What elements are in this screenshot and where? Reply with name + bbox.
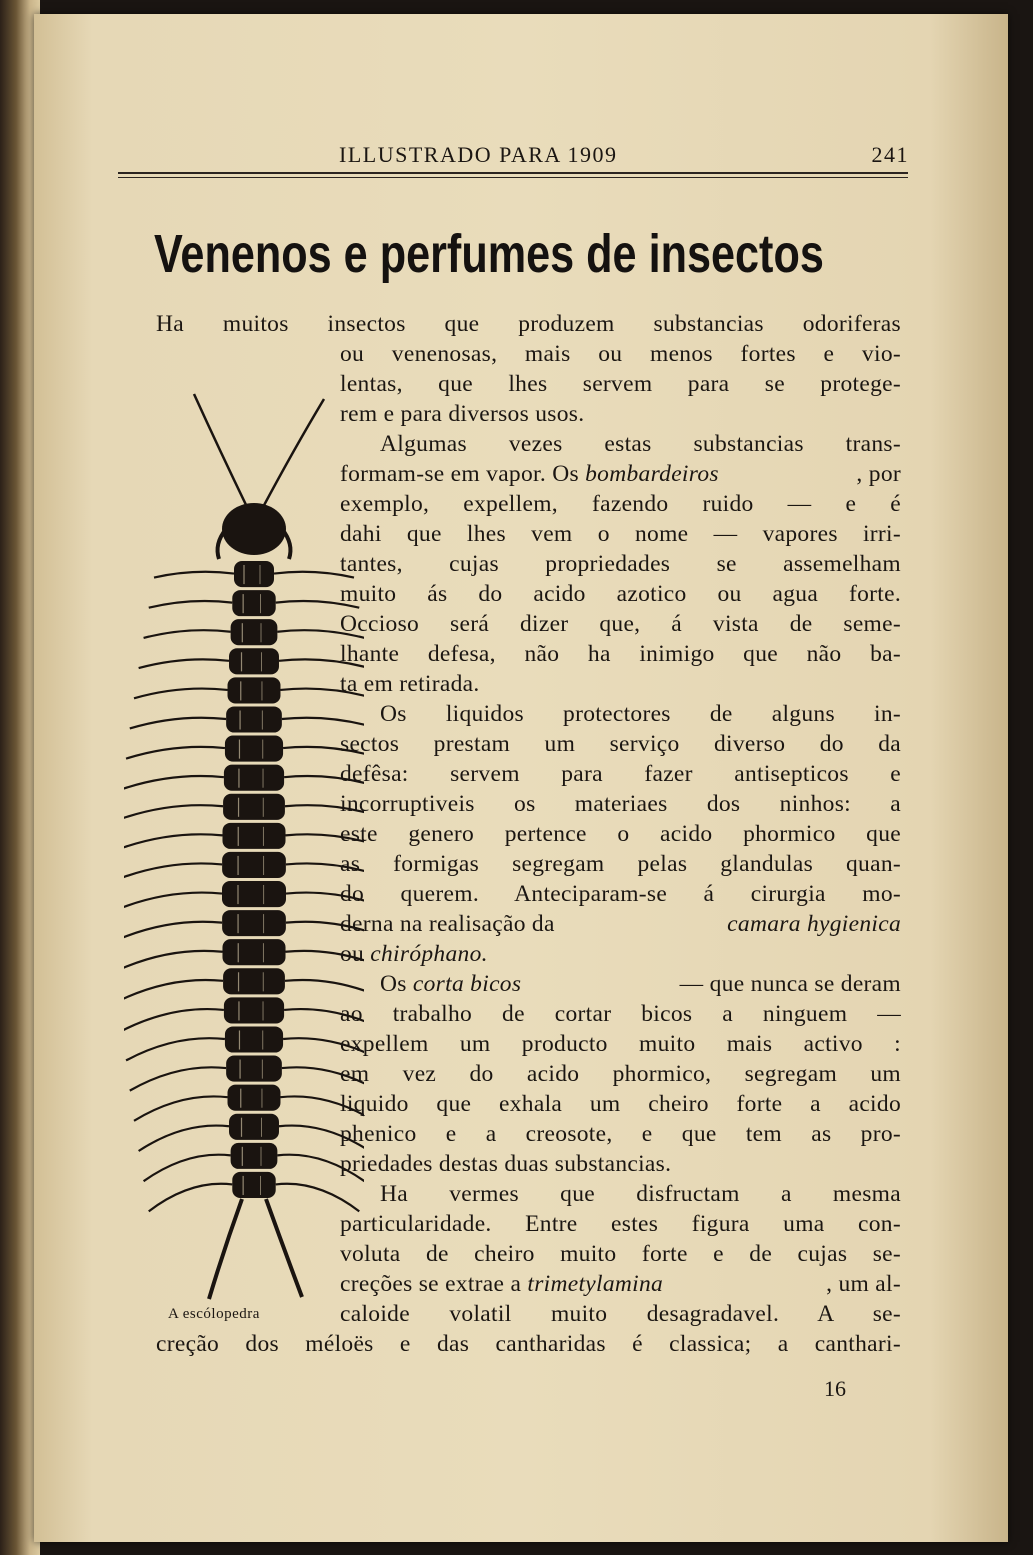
text-line: Ha muitos insectos que produzem substancias odoriferas [156, 311, 901, 337]
text-line [340, 939, 901, 970]
text-run: formam-se em vapor. Os [340, 461, 586, 487]
text-line: Ha vermes que disfructam a mesma [380, 1181, 901, 1207]
text-line: sectos prestam um serviço diverso do da [340, 731, 901, 757]
running-title: ILLUSTRADO PARA 1909 [339, 142, 618, 167]
text-line: ta em retirada. [340, 671, 480, 697]
text-run: creções se extrae a [340, 1271, 528, 1297]
text-line: creção dos méloës e das cantharidas é classica; a canthari- [156, 1331, 901, 1357]
text-line: ao trabalho de cortar bicos a ninguem — [340, 1001, 901, 1027]
text-line: Occioso será dizer que, á vista de seme- [340, 611, 901, 637]
text-line: particularidade. Entre estes figura uma con- [340, 1211, 901, 1237]
text-line: voluta de cheiro muito forte e de cujas se- [340, 1241, 901, 1267]
text-line [340, 969, 901, 1000]
text-run-italic: chiróphano. [370, 941, 488, 967]
text-line: incorruptiveis os materiaes dos ninhos: a [340, 791, 901, 817]
text-line: expellem um producto muito mais activo : [340, 1031, 901, 1057]
text-run: , um al- [826, 1271, 901, 1297]
text-line: phenico e a creosote, e que tem as pro- [340, 1121, 901, 1147]
text-line: em vez do acido phormico, segregam um [340, 1061, 901, 1087]
text-run: derna na realisação da [340, 911, 561, 937]
header-rule [118, 172, 908, 174]
text-line: tantes, cujas propriedades se assemelham [340, 551, 901, 577]
text-line: este genero pertence o acido phormico que [340, 821, 901, 847]
text-line: dahi que lhes vem o nome — vapores irri- [340, 521, 901, 547]
text-line: liquido que exhala um cheiro forte a acido [340, 1091, 901, 1117]
text-line: defêsa: servem para fazer antisepticos e [340, 761, 901, 787]
book-page [34, 14, 1008, 1542]
page-number: 241 [871, 142, 909, 167]
text-run-italic: trimetylamina [527, 1271, 664, 1297]
text-line: lhante defesa, não ha inimigo que não ba- [340, 641, 901, 667]
text-run: Os [380, 971, 413, 997]
text-line: priedades destas duas substancias. [340, 1151, 672, 1177]
text-line: ou venenosas, mais ou menos fortes e vio- [340, 341, 901, 367]
text-line: as formigas segregam pelas glandulas quan- [340, 851, 901, 877]
text-line: rem e para diversos usos. [340, 401, 585, 427]
text-line [340, 909, 901, 940]
text-run: , por [856, 461, 901, 487]
text-line: do querem. Anteciparam-se á cirurgia mo- [340, 881, 901, 907]
figure-caption: A escólopedra [168, 1306, 260, 1322]
text-run-italic: corta bicos [412, 971, 522, 997]
centipede-illustration-icon [124, 369, 364, 1309]
text-run: — que nunca se deram [673, 971, 901, 997]
text-line: Algumas vezes estas substancias trans- [380, 431, 901, 457]
text-line: muito ás do acido azotico ou agua forte. [340, 581, 901, 607]
text-line: Os liquidos protectores de alguns in- [380, 701, 901, 727]
text-run: ou [340, 941, 371, 967]
signature-mark: 16 [824, 1376, 846, 1401]
text-line: exemplo, expellem, fazendo ruido — e é [340, 491, 901, 517]
text-line: lentas, que lhes servem para se protege- [340, 371, 901, 397]
running-header [339, 132, 909, 168]
article-title: Venenos e perfumes de insectos [154, 224, 824, 284]
text-run-italic: bombardeiros [585, 461, 719, 487]
text-line: caloide volatil muito desagradavel. A se- [340, 1301, 901, 1327]
text-line [340, 459, 901, 490]
text-run-italic: camara hygienica [727, 911, 901, 937]
header-rule-thin [118, 177, 908, 178]
text-line [340, 1269, 901, 1300]
